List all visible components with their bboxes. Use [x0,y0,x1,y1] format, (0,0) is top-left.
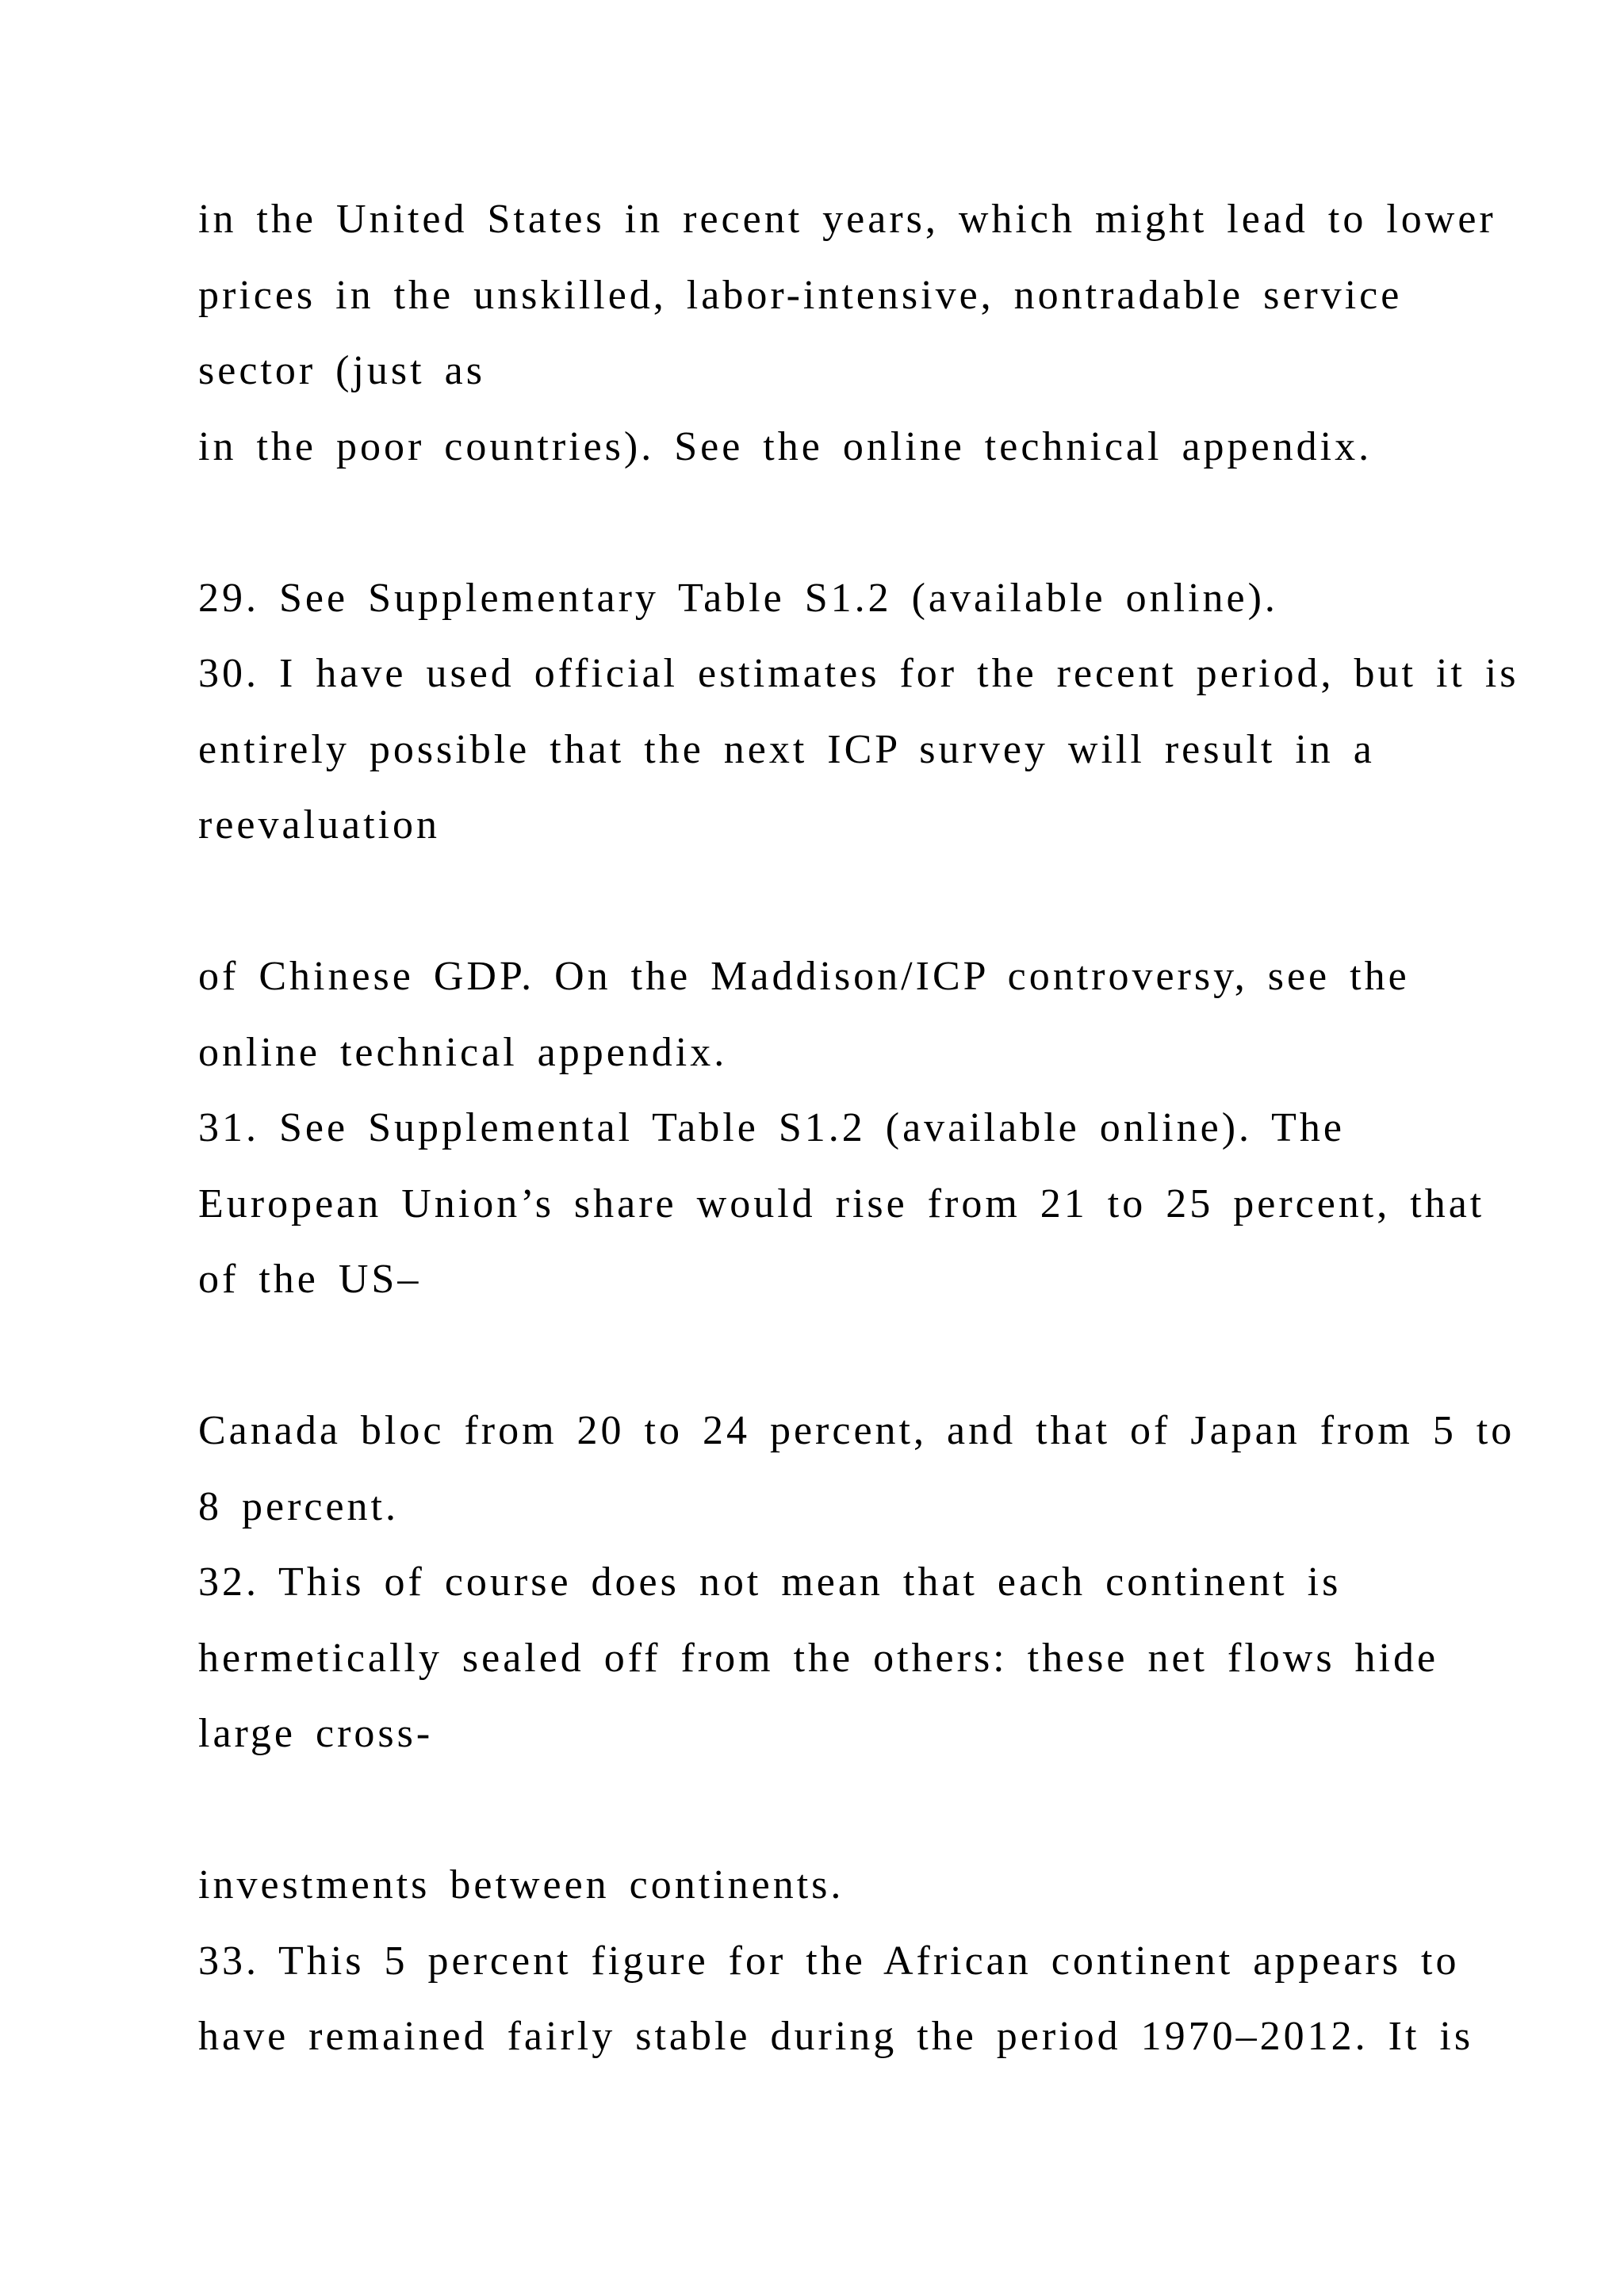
text-line: of the US– [198,1257,422,1302]
text-line: 29. See Supplementary Table S1.2 (available online). [198,575,1278,621]
text-line: hermetically sealed off from the others: these net flows hide [198,1635,1439,1681]
text-line: 33. This 5 percent figure for the African continent appears to [198,1938,1460,1984]
text-line: 32. This of course does not mean that each continent is [198,1559,1342,1605]
text-line: of Chinese GDP. On the Maddison/ICP controversy, see the [198,954,1410,999]
text-line: in the United States in recent years, which might lead to lower [198,197,1496,242]
text-line: entirely possible that the next ICP survey will result in a [198,726,1375,772]
document-text-block [198,182,1519,2075]
blank-line [198,484,1499,561]
blank-line [198,863,1499,939]
blank-line [198,1318,1499,1394]
text-line: 8 percent. [198,1483,400,1529]
text-line: Canada bloc from 20 to 24 percent, and that of Japan from 5 to [198,1408,1515,1453]
text-line: 30. I have used official estimates for the recent period, but it is [198,651,1519,696]
blank-line [198,1772,1499,1848]
text-line: online technical appendix. [198,1029,728,1075]
text-line: reevaluation [198,802,440,848]
text-line: prices in the unskilled, labor-intensive, nontradable service [198,272,1403,318]
text-line: large cross- [198,1711,434,1756]
text-line: sector (just as [198,348,485,393]
text-line: have remained fairly stable during the period 1970–2012. It is [198,2014,1474,2059]
text-line: investments between continents. [198,1862,845,1908]
text-line: 31. See Supplemental Table S1.2 (available online). The [198,1105,1345,1150]
text-line: European Union’s share would rise from 21 to 25 percent, that [198,1181,1485,1226]
text-line: in the poor countries). See the online technical appendix. [198,423,1373,469]
